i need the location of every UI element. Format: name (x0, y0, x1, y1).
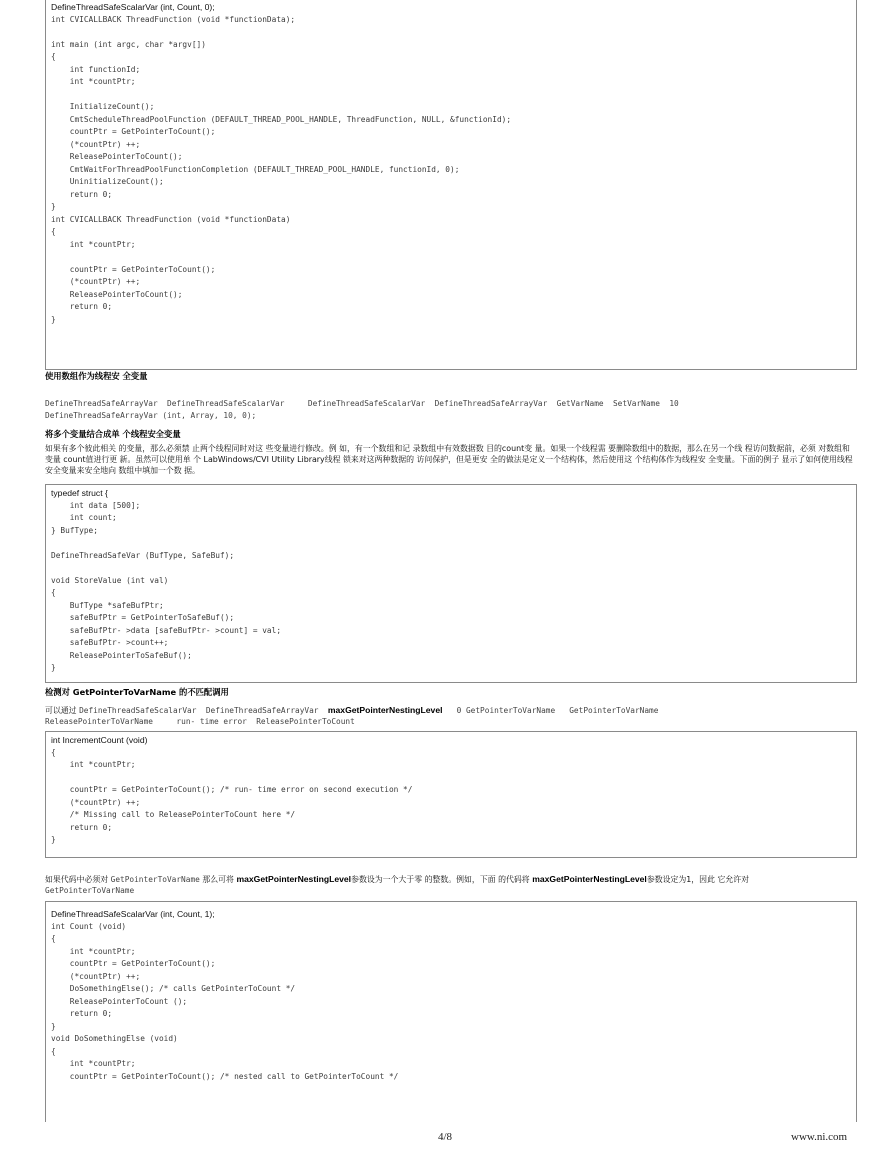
code-line: } BufType; (51, 525, 98, 535)
code-line: int *countPtr; (51, 946, 136, 956)
code-line (51, 26, 856, 39)
array-macros-text (45, 397, 679, 422)
code-line: DefineThreadSafeScalarVar (int, Count, 0); (51, 2, 215, 12)
detect-prefix: 可以通过 (45, 706, 80, 715)
code-line: int *countPtr; (51, 239, 136, 249)
code-line: return 0; (51, 302, 113, 311)
code-line: countPtr = GetPointerToCount(); /* run- time error on second execution */ (51, 785, 413, 794)
code-line: int CVICALLBACK ThreadFunction (void *functionData) (51, 214, 291, 224)
code-line: void DoSomethingElse (void) (51, 1034, 178, 1043)
macro-list-line: DefineThreadSafeArrayVar DefineThreadSafeScalarVar DefineThreadSafeScalarVar DefineThreadSafeArrayVar GetVarName SetVarName 10 (45, 399, 679, 408)
code-block-increment-count (45, 731, 857, 858)
code-line: int functionId; (51, 64, 141, 74)
code-line: int CVICALLBACK ThreadFunction (void *functionData); (51, 14, 296, 24)
code-line: ReleasePointerToCount (); (51, 996, 188, 1006)
code-line (51, 251, 856, 264)
nesting-line-2: GetPointerToVarName (45, 886, 135, 895)
code-block-struct-buffer (45, 484, 857, 683)
detect-line-1 (45, 702, 658, 715)
code-line: CmtWaitForThreadPoolFunctionCompletion (DEFAULT_THREAD_POOL_HANDLE, functionId, 0); (51, 164, 460, 174)
code-line: countPtr = GetPointerToCount(); (51, 959, 216, 968)
code-line: } (51, 314, 56, 324)
code-line: { (51, 588, 56, 597)
code-line: return 0; (51, 822, 113, 832)
section-heading-detect: 检测对 GetPointerToVarName 的不匹配调用 (45, 687, 229, 697)
code-line: BufType *safeBufPtr; (51, 600, 164, 610)
code-line: UninitializeCount(); (51, 177, 164, 186)
code-line: (*countPtr) ++; (51, 797, 141, 807)
site-url: www.ni.com (791, 1131, 848, 1143)
code-line: { (51, 227, 56, 236)
nesting-line-1 (45, 871, 749, 884)
code-line: { (51, 934, 56, 943)
nesting-text-b: 那么可将 (199, 875, 237, 884)
code-line: countPtr = GetPointerToCount(); /* nested call to GetPointerToCount */ (51, 1071, 399, 1081)
nesting-text-c: 参数设为一个大于零 的整数。例如，下面 的代码将 (351, 875, 533, 884)
page-number: 4/8 (438, 1131, 453, 1143)
macro-example-line: DefineThreadSafeArrayVar (int, Array, 10, 0); (45, 411, 257, 420)
combine-paragraph: 如果有多个彼此相关 的变量，那么必须禁 止两个线程同时对这 些变量进行修改。例 如，有一个数组和记 录数组中有效数据数 目的count变 量。如果一个线程需 要删除数组中的数据，那么在另一个线 程访问数据前，必须 对数组和变量 count值进行更 新。虽然可以使用单 个 LabWindows/CVI Utility Library线程 锁来对这两种数据的 访问保护，但是更安 全的做法是定义一个结构体，然后使用这 个结构体作为线程安 全变量。下面的例子 显示了如何使用线程 安全变量来安全地向 数组中填加一个数 据。 (45, 444, 853, 475)
code-line (51, 772, 856, 785)
detect-line-2: ReleasePointerToVarName run- time error ReleasePointerToCount (45, 717, 355, 726)
nesting-text-a: 如果代码中必须对 (45, 875, 111, 884)
code-line (51, 562, 856, 575)
code-line: { (51, 1046, 56, 1056)
code-lines (46, 485, 856, 675)
code-lines (46, 0, 856, 326)
section-heading-combine: 将多个变量结合成单 个线程安全变量 (45, 429, 181, 439)
code-line: DefineThreadSafeVar (BufType, SafeBuf); (51, 550, 235, 560)
code-line: } (51, 663, 56, 672)
code-line: ReleasePointerToCount(); (51, 289, 183, 299)
code-line (51, 537, 856, 550)
code-line: return 0; (51, 1009, 113, 1018)
code-lines (46, 902, 856, 1083)
code-block-thread-safe-scalar (45, 0, 857, 370)
code-lines (46, 732, 856, 847)
code-line: int IncrementCount (void) (51, 735, 148, 745)
code-line: { (51, 52, 56, 61)
code-line: safeBufPtr- >count++; (51, 638, 169, 647)
code-line: (*countPtr) ++; (51, 139, 141, 149)
nesting-param-2: maxGetPointerNestingLevel (532, 874, 647, 884)
detect-text (45, 702, 658, 728)
code-line: InitializeCount(); (51, 102, 155, 111)
code-line: } (51, 835, 56, 844)
code-line: DefineThreadSafeScalarVar (int, Count, 1); (51, 909, 215, 919)
code-line: countPtr = GetPointerToCount(); (51, 127, 216, 136)
nesting-param-1: maxGetPointerNestingLevel (236, 874, 352, 884)
code-line: countPtr = GetPointerToCount(); (51, 264, 216, 274)
code-line: int Count (void) (51, 921, 127, 931)
code-line: safeBufPtr- >data [safeBufPtr- >count] = val; (51, 625, 282, 635)
section-heading-array: 使用数组作为线程安 全变量 (45, 371, 148, 381)
detect-param: maxGetPointerNestingLevel (327, 705, 443, 715)
code-line: void StoreValue (int val) (51, 575, 169, 585)
code-line: ReleasePointerToSafeBuf(); (51, 650, 192, 660)
code-block-nested-count (45, 901, 857, 1122)
code-line (51, 89, 856, 102)
code-line: return 0; (51, 189, 113, 199)
nesting-text (45, 871, 749, 897)
detect-macros: DefineThreadSafeScalarVar DefineThreadSafeArrayVar (79, 706, 328, 715)
code-line: int data [500]; (51, 500, 141, 510)
code-line: (*countPtr) ++; (51, 971, 141, 981)
code-line: safeBufPtr = GetPointerToSafeBuf(); (51, 613, 235, 622)
code-line: /* Missing call to ReleasePointerToCount here */ (51, 810, 296, 819)
nesting-func: GetPointerToVarName (110, 875, 200, 884)
code-line: ReleasePointerToCount(); (51, 152, 183, 161)
code-line: DoSomethingElse(); /* calls GetPointerToCount */ (51, 984, 296, 993)
code-line: } (51, 202, 56, 211)
code-line: } (51, 1021, 56, 1031)
code-line: int main (int argc, char *argv[]) (51, 39, 206, 49)
nesting-text-d: 参数设定为1，因此 它允许对 (646, 875, 750, 884)
code-line: int *countPtr; (51, 77, 136, 86)
detect-macros-tail: 0 GetPointerToVarName GetPointerToVarName (442, 706, 659, 715)
code-line: CmtScheduleThreadPoolFunction (DEFAULT_THREAD_POOL_HANDLE, ThreadFunction, NULL, &functionId); (51, 114, 512, 124)
code-line: typedef struct { (51, 488, 108, 498)
code-line: int *countPtr; (51, 1059, 136, 1068)
code-line: int count; (51, 513, 117, 522)
code-line: (*countPtr) ++; (51, 277, 141, 286)
code-line: int *countPtr; (51, 760, 136, 769)
code-line: { (51, 747, 56, 757)
